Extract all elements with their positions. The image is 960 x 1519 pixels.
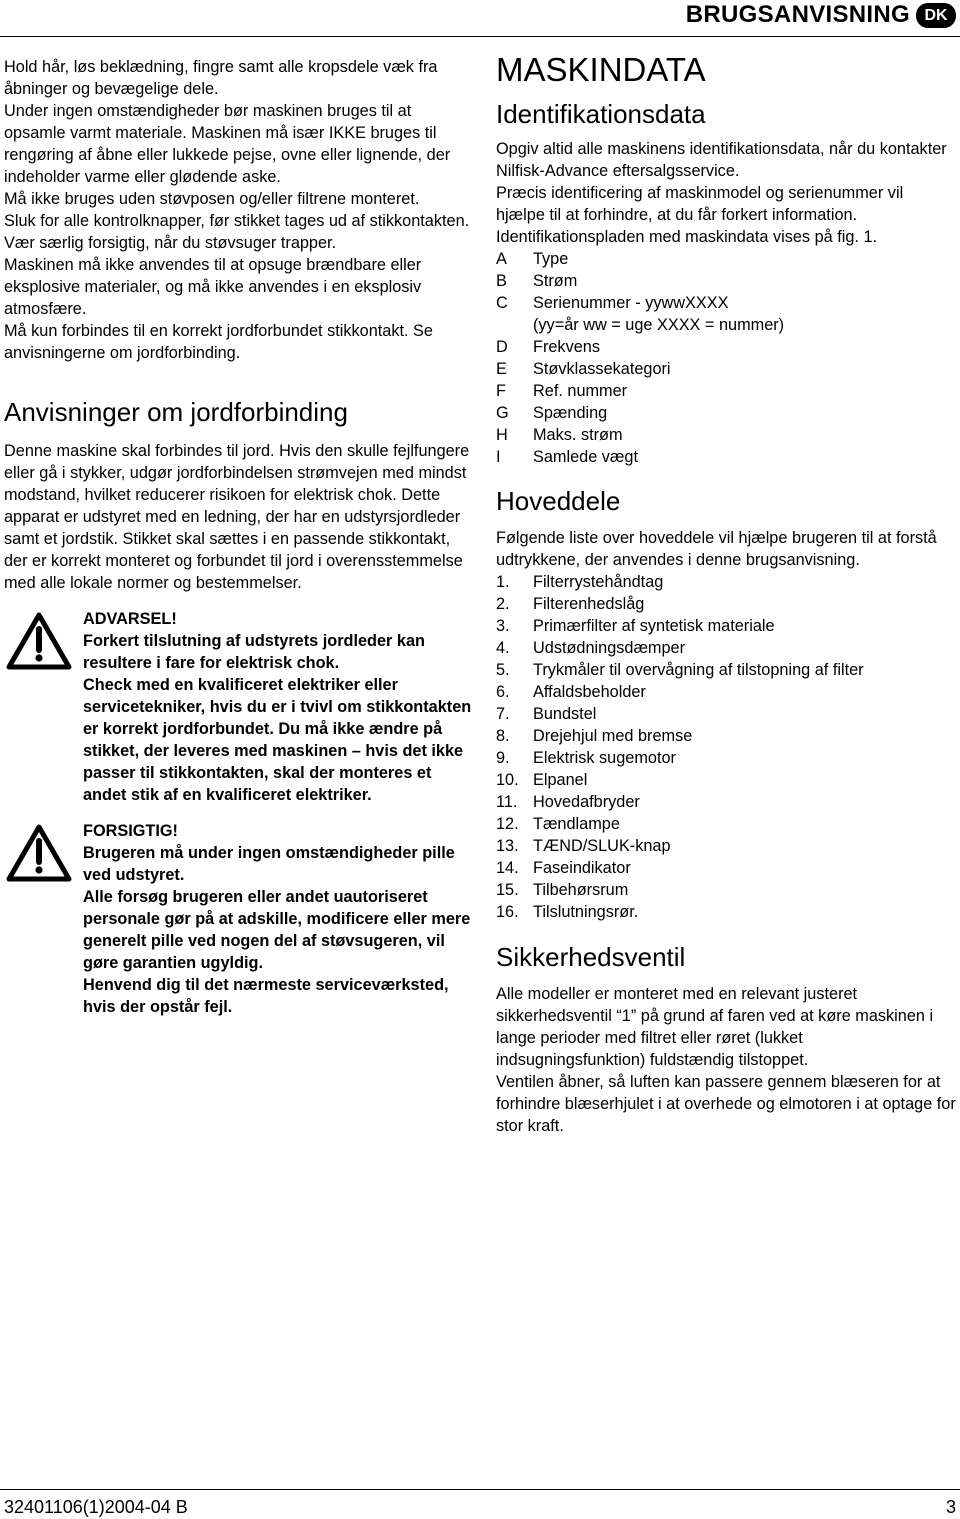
identification-item-label: Samlede vægt bbox=[533, 448, 638, 466]
parts-heading: Hoveddele bbox=[496, 486, 621, 516]
identification-paragraph: Præcis identificering af maskinmodel og serienummer vil hjælpe til at forhindre, at du får forkert information. bbox=[496, 184, 904, 224]
grounding-paragraph: Denne maskine skal forbindes til jord. Hvis den skulle fejlfungere eller gå i stykker, udgør jordforbindelsen strømvejen med mindst modstand, hvilket reducerer risikoen for elektrisk chok. Dette apparat er udstyret med en ledning, der har en udstyrsjordleder samt et jordstik. Stikket skal sættes i en passende stikkontakt, der er korrekt monteret og forbundet til jord i overensstemmelse med alle lokale normer og bestemmelser. bbox=[4, 442, 470, 592]
identification-item-key: C bbox=[496, 294, 508, 312]
identification-item bbox=[496, 248, 956, 270]
identification-paragraph: Opgiv altid alle maskinens identifikationsdata, når du kontakter Nilfisk-Advance eftersalgsservice. bbox=[496, 140, 947, 180]
part-item-label: Primærfilter af syntetisk materiale bbox=[533, 617, 775, 635]
part-item-label: Udstødningsdæmper bbox=[533, 639, 686, 657]
part-item-label: Filterrystehåndtag bbox=[533, 573, 664, 591]
page-header bbox=[0, 0, 960, 36]
part-item-label: Filterenhedslåg bbox=[533, 595, 645, 613]
intro-paragraph: Under ingen omstændigheder bør maskinen bruges til at opsamle varmt materiale. Maskinen må især IKKE bruges til rengøring af åbne eller lukkede pejse, ovne eller lignende, der indeholder varme eller glødende aske. bbox=[4, 102, 451, 186]
identification-item bbox=[496, 270, 956, 292]
language-badge: DK bbox=[916, 3, 956, 28]
part-item-key: 3. bbox=[496, 617, 510, 635]
warning-block bbox=[4, 608, 472, 806]
part-item-label: Affaldsbeholder bbox=[533, 683, 646, 701]
part-item-label: Elektrisk sugemotor bbox=[533, 749, 676, 767]
warning-line: Check med en kvalificeret elektriker eller servicetekniker, hvis du er i tvivl om stikkontakten er korrekt jordforbundet. Du må ikke ændre på stikket, der leveres med maskinen – hvis det ikke passer til stikkontakten, skal der monteres et andet stik af en kvalificeret elektriker. bbox=[83, 676, 472, 804]
valve-heading: Sikkerhedsventil bbox=[496, 942, 686, 972]
identification-item-key: D bbox=[496, 338, 508, 356]
part-item-key: 6. bbox=[496, 683, 510, 701]
caution-triangle-icon bbox=[6, 824, 72, 882]
identification-item bbox=[496, 292, 956, 314]
document-code: 32401106(1)2004-04 B bbox=[4, 1497, 188, 1517]
part-item-key: 11. bbox=[496, 793, 518, 811]
part-item-label: TÆND/SLUK-knap bbox=[533, 837, 671, 855]
part-item-key: 10. bbox=[496, 771, 519, 789]
part-item-key: 8. bbox=[496, 727, 510, 745]
identification-item bbox=[496, 358, 956, 380]
identification-item-key: E bbox=[496, 360, 507, 378]
part-item bbox=[496, 747, 956, 769]
identification-item-label: Type bbox=[533, 250, 569, 268]
part-item bbox=[496, 681, 956, 703]
identification-list bbox=[496, 248, 956, 468]
identification-item bbox=[496, 446, 956, 468]
parts-intro: Følgende liste over hoveddele vil hjælpe brugeren til at forstå udtrykkene, der anvendes i denne brugsanvisning. bbox=[496, 529, 937, 569]
part-item bbox=[496, 637, 956, 659]
part-item-label: Bundstel bbox=[533, 705, 597, 723]
part-item-label: Tændlampe bbox=[533, 815, 620, 833]
identification-item-label: Serienummer - yywwXXXX bbox=[533, 294, 729, 312]
caution-block bbox=[4, 820, 472, 1018]
identification-item-label: Ref. nummer bbox=[533, 382, 628, 400]
part-item-label: Trykmåler til overvågning af tilstopning af filter bbox=[533, 661, 864, 679]
part-item bbox=[496, 857, 956, 879]
part-item-key: 13. bbox=[496, 837, 519, 855]
identification-item-key: F bbox=[496, 382, 506, 400]
caution-line: Alle forsøg brugeren eller andet uautoriseret personale gør på at adskille, modificere eller mere generelt pille ved nogen del af støvsugeren, vil gøre garantien ugyldig. bbox=[83, 888, 471, 972]
header-title: BRUGSANVISNING bbox=[685, 1, 910, 28]
valve-paragraph: Ventilen åbner, så luften kan passere gennem blæseren for at forhindre blæserhjulet i at overhede og elmotoren i at optage for stor kraft. bbox=[496, 1073, 956, 1135]
warning-title: ADVARSEL! bbox=[83, 610, 177, 628]
part-item-key: 16. bbox=[496, 903, 519, 921]
warning-line: Forkert tilslutning af udstyrets jordleder kan resultere i fare for elektrisk chok. bbox=[83, 632, 425, 672]
intro-paragraph: Hold hår, løs beklædning, fingre samt alle kropsdele væk fra åbninger og bevægelige dele. bbox=[4, 58, 438, 98]
identification-item-key: B bbox=[496, 272, 507, 290]
identification-item-label: Støvklassekategori bbox=[533, 360, 671, 378]
identification-item-label: Frekvens bbox=[533, 338, 600, 356]
identification-item-key: G bbox=[496, 404, 509, 422]
part-item-key: 15. bbox=[496, 881, 519, 899]
warning-triangle-icon bbox=[6, 612, 72, 670]
part-item bbox=[496, 835, 956, 857]
part-item-label: Hovedafbryder bbox=[533, 793, 640, 811]
identification-paragraph: Identifikationspladen med maskindata vises på fig. 1. bbox=[496, 228, 878, 246]
part-item bbox=[496, 901, 956, 923]
part-item-key: 14. bbox=[496, 859, 519, 877]
identification-item-key: A bbox=[496, 250, 507, 268]
identification-item bbox=[496, 424, 956, 446]
intro-paragraph: Maskinen må ikke anvendes til at opsuge brændbare eller eksplosive materialer, og må ikke anvendes i en eksplosiv atmosfære. bbox=[4, 256, 422, 318]
part-item-label: Drejehjul med bremse bbox=[533, 727, 693, 745]
part-item-label: Elpanel bbox=[533, 771, 588, 789]
footer-divider bbox=[0, 1489, 960, 1490]
intro-paragraph: Sluk for alle kontrolknapper, før stikket tages ud af stikkontakten. bbox=[4, 212, 470, 230]
part-item bbox=[496, 593, 956, 615]
part-item bbox=[496, 813, 956, 835]
caution-title: FORSIGTIG! bbox=[83, 822, 178, 840]
part-item bbox=[496, 725, 956, 747]
part-item-key: 1. bbox=[496, 573, 510, 591]
identification-item-key: I bbox=[496, 448, 501, 466]
identification-item bbox=[496, 314, 956, 336]
part-item-label: Tilslutningsrør. bbox=[533, 903, 639, 921]
part-item bbox=[496, 879, 956, 901]
part-item-key: 4. bbox=[496, 639, 510, 657]
intro-paragraph: Må ikke bruges uden støvposen og/eller filtrene monteret. bbox=[4, 190, 420, 208]
identification-heading: Identifikationsdata bbox=[496, 99, 706, 129]
part-item-key: 5. bbox=[496, 661, 510, 679]
identification-item-label: Strøm bbox=[533, 272, 578, 290]
identification-item-label: Maks. strøm bbox=[533, 426, 623, 444]
part-item-key: 12. bbox=[496, 815, 519, 833]
identification-item-key bbox=[496, 314, 533, 336]
grounding-heading: Anvisninger om jordforbinding bbox=[4, 397, 348, 427]
identification-item bbox=[496, 380, 956, 402]
right-column bbox=[496, 50, 956, 1137]
left-column bbox=[4, 56, 472, 1018]
caution-line: Henvend dig til det nærmeste serviceværksted, hvis der opstår fejl. bbox=[83, 976, 449, 1016]
caution-line: Brugeren må under ingen omstændigheder pille ved udstyret. bbox=[83, 844, 455, 884]
identification-item bbox=[496, 402, 956, 424]
part-item-label: Faseindikator bbox=[533, 859, 631, 877]
part-item bbox=[496, 659, 956, 681]
parts-list bbox=[496, 571, 956, 923]
part-item bbox=[496, 769, 956, 791]
identification-item-label: (yy=år ww = uge XXXX = nummer) bbox=[533, 316, 785, 334]
part-item-label: Tilbehørsrum bbox=[533, 881, 629, 899]
part-item-key: 2. bbox=[496, 595, 510, 613]
part-item-key: 7. bbox=[496, 705, 510, 723]
valve-paragraph: Alle modeller er monteret med en relevant justeret sikkerhedsventil “1” på grund af faren ved at køre maskinen i lange perioder med filtret eller røret (lukket indsugningsfunktion) fuldstændig tilstoppet. bbox=[496, 985, 934, 1069]
page-number: 3 bbox=[945, 1497, 956, 1517]
identification-item bbox=[496, 336, 956, 358]
header-divider bbox=[0, 36, 960, 37]
part-item bbox=[496, 571, 956, 593]
part-item bbox=[496, 703, 956, 725]
identification-item-label: Spænding bbox=[533, 404, 608, 422]
part-item bbox=[496, 615, 956, 637]
identification-item-key: H bbox=[496, 426, 508, 444]
section-title: MASKINDATA bbox=[496, 51, 706, 88]
intro-paragraph: Må kun forbindes til en korrekt jordforbundet stikkontakt. Se anvisningerne om jordforbinding. bbox=[4, 322, 433, 362]
intro-paragraph: Vær særlig forsigtig, når du støvsuger trapper. bbox=[4, 234, 337, 252]
part-item-key: 9. bbox=[496, 749, 510, 767]
part-item bbox=[496, 791, 956, 813]
